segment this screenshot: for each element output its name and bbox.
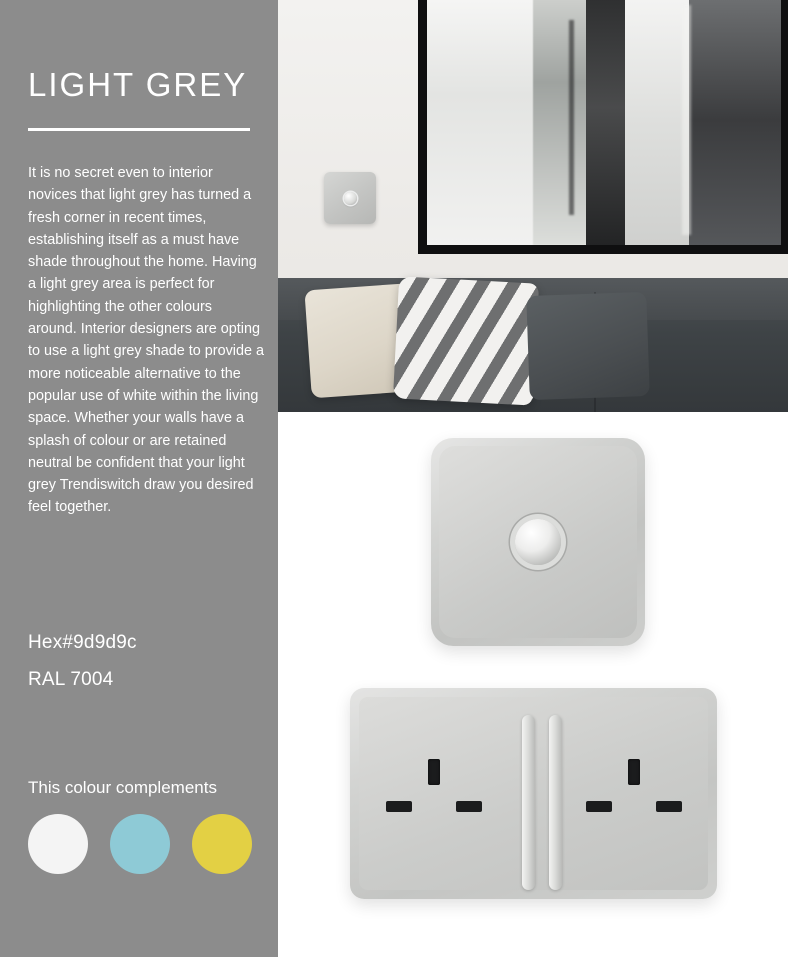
- product-dimmer-switch: [431, 438, 645, 646]
- swatch-yellow: [192, 814, 252, 874]
- wall-dimmer-knob: [344, 192, 357, 205]
- artwork-band: [586, 0, 628, 245]
- socket-outlet-right: [584, 759, 684, 829]
- sidebar-panel: [0, 0, 278, 957]
- page-title: LIGHT GREY: [28, 66, 248, 103]
- description-text: It is no secret even to interior novices that light grey has turned a fresh corner in recent times, establishing itself as a must have shade throughout the home. Having a light grey area is perfect for highlighting the other colours around. Interior designers are opting to use a light grey shade to provide a more noticeable alternative to the popular use of white within the living space. Whether your walls have a splash of colour or are retained neutral be confident that your light grey Trendiswitch draw you desired feel together.: [28, 165, 264, 516]
- room-photo: [278, 0, 788, 412]
- title-divider: [28, 128, 250, 131]
- artwork-canvas: [427, 0, 781, 245]
- swatch-white: [28, 814, 88, 874]
- cushion-grey: [526, 292, 650, 400]
- product-double-socket: [350, 688, 717, 899]
- socket-rocker-switch-left[interactable]: [522, 715, 535, 890]
- hex-code-label: Hex#9d9d9c: [28, 632, 137, 653]
- socket-neutral-slot: [656, 801, 682, 812]
- socket-live-slot: [386, 801, 412, 812]
- socket-rocker-switch-right[interactable]: [549, 715, 562, 890]
- dimmer-rotary-knob: [515, 519, 561, 565]
- cushion-striped: [393, 276, 539, 405]
- artwork-band: [689, 0, 781, 245]
- artwork-band: [427, 0, 547, 245]
- complement-swatch-list: [28, 814, 252, 874]
- socket-faceplate: [359, 697, 708, 890]
- artwork-streak: [569, 20, 574, 215]
- framed-artwork: [418, 0, 788, 254]
- sidebar-content: [28, 0, 266, 957]
- socket-earth-slot: [628, 759, 640, 785]
- artwork-streak: [682, 5, 691, 235]
- complements-heading: This colour complements: [28, 778, 217, 797]
- swatch-sky-blue: [110, 814, 170, 874]
- ral-code-label: RAL 7004: [28, 669, 114, 690]
- socket-outlet-left: [384, 759, 484, 829]
- artwork-band: [533, 0, 593, 245]
- socket-live-slot: [586, 801, 612, 812]
- socket-neutral-slot: [456, 801, 482, 812]
- socket-earth-slot: [428, 759, 440, 785]
- wall-dimmer-switch: [324, 172, 376, 224]
